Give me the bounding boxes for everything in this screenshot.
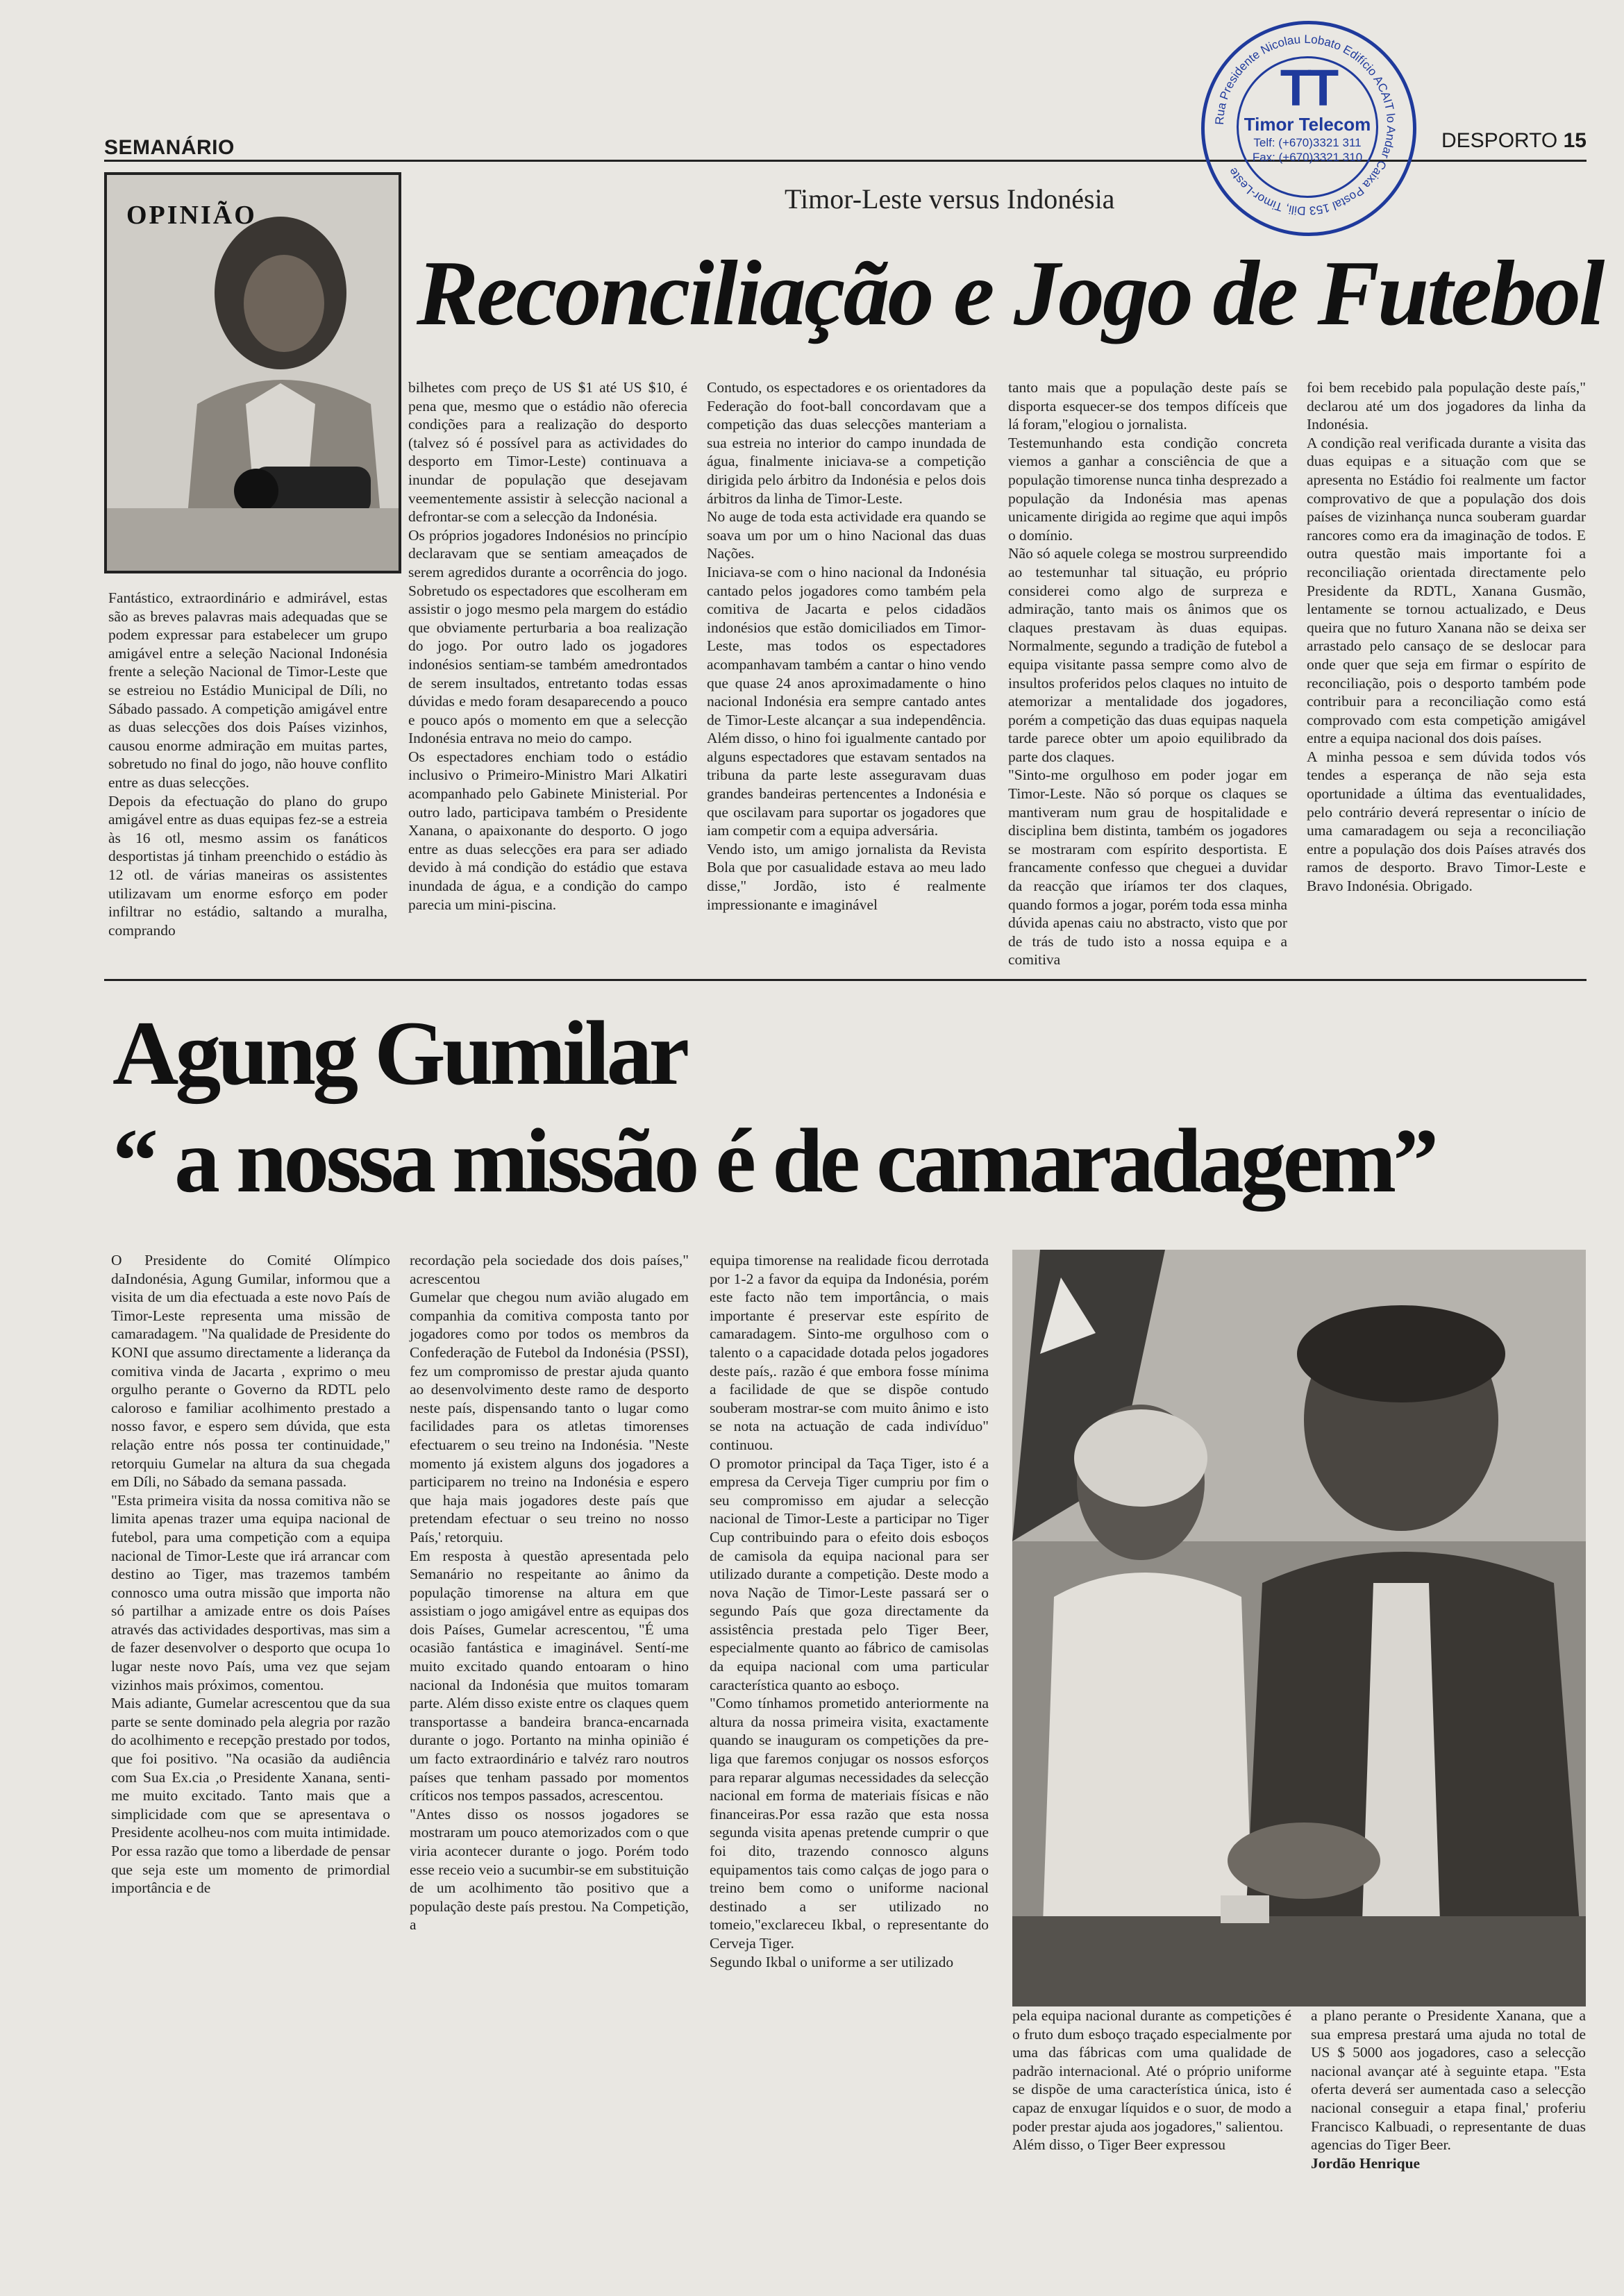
article2-paragraph: equipa timorense na realidade ficou derrotada por 1-2 a favor da equipa da Indonésia, porém este facto não tem importância, o mais importante é preservar este espírito de camaradagem. Sinto-me orgulhoso com o talento o a capacidade dotada pelos jogadores deste país,. razão é que embora fosse mínima a facilidade de que se dispõe contudo souberam mostrar-se com muito ânimo e isto se nota na actuação de cada indivíduo" continuou.	[710, 1252, 989, 1453]
article2-column-2	[410, 1251, 689, 1934]
article2-column-5	[1311, 2006, 1586, 2172]
section-divider	[104, 979, 1587, 981]
opiniao-label: OPINIÃO	[126, 201, 257, 230]
article1-paragraph: Fantástico, extraordinário e admirável, estas são as breves palavras mais adequadas que se podem expressar para estabelecer um grupo amigável entre a seleção Nacional Indonésia frente a seleção Nacional de Timor-Leste que se estreiou no Estádio Municipal de Díli, no Sábado passado. A competição amigável entre as duas selecções dos dois Países vizinhos, causou enorme admiração em muitas partes, sobretudo no final do jogo, não houve conflito entre as duas selecções.	[108, 589, 387, 791]
article2-paragraph: Além disso, o Tiger Beer expressou	[1012, 2136, 1225, 2154]
stamp-brand: Timor Telecom	[1244, 114, 1371, 135]
article1-paragraph: A condição real verificada durante a visita das duas equipas e a situação com que se apresenta no Estádio foi realmente um factor comprovativo de que a população dos dois países de vizinhança nunca souberam guardar rancores como era da imaginação de todos. E outra questão mais importante foi a reconciliação orientada directamente pelo Presidente da RDTL, Xanana Gusmão, lentamente se tornou actualizado, e Deus queira que no futuro Xanana não se deixa ser arrastado pelo cansaço de se deslocar para onde quer que seja em firmar o espírito de reconciliação, pois o desporto também pode contribuir para a reconciliação como está comprovado com esta competição amigável entre a equipa nacional dos dois países.	[1307, 434, 1586, 747]
press-conference-photo	[1012, 1250, 1586, 2006]
article1-kicker: Timor-Leste versus Indonésia	[785, 183, 1115, 215]
article1-column-4	[1008, 378, 1287, 969]
article1-column-1	[108, 589, 387, 939]
article1-paragraph: tanto mais que a população deste país se disporta esquecer-se dos tempos difíceis que lá foram,"elogiou o jornalista.	[1008, 379, 1287, 433]
article1-paragraph: Depois da efectuação do plano do grupo amigável entre as duas equipas fez-se a estreia às 16 otl, mesmo assim os fanáticos desportistas já tinham preenchido o estádio às 12 otl. de várias maneiras os assistentes utilizavam um enorme esforço em poder infiltrar no estádio, saltando a muralha, comprando	[108, 792, 387, 939]
svg-text:Rua Presidente Nicolau Lobato: Rua Presidente Nicolau Lobato Edifício ACAIT lo Andar Caixa Postal 153 Dili, Timor-Leste	[1212, 32, 1398, 218]
article2-paragraph: Gumelar que chegou num avião alugado em companhia da comitiva composta tanto por jogadores como por todos os membros da Confederação de Futebol da Indonésia (PSSI), fez um compromisso de prestar ajuda quanto ao desenvolvimento deste ramo de desporto neste país, dispensando tanto o lugar como facilidades para os atletas timorenses efectuarem o seu treino na Indonésia. "Neste momento já existem alguns dos jogadores a participarem no treino na Indonésia e espero que haja mais jogadores deste país que pretendam efectuar o seu treino no nosso País,' retorquiu.	[410, 1289, 689, 1545]
article1-column-3	[707, 378, 986, 914]
press-conference-image	[1012, 1250, 1586, 2006]
article2-paragraph: O Presidente do Comité Olímpico daIndonésia, Agung Gumilar, informou que a visita de um dia efectuada a este novo País de Timor-Leste representa uma missão de camaradagem. "Na qualidade de Presidente do KONI que assumo directamente a liderança da comitiva vinda de Jacarta , exprimo o meu orgulho perante o Governo da RDTL pelo caloroso e familiar acolhimento prestado a nosso favor, e espero sem dúvida, que esta relação entre nós possa ter continuidade," retorquiu Gumelar na altura da sua chegada em Díli, no Sábado da semana passada.	[111, 1252, 390, 1491]
article1-column-5	[1307, 378, 1586, 896]
article2-paragraph: Mais adiante, Gumelar acrescentou que da sua parte se sente dominado pela alegria por razão do acolhimento e recepção prestado por todos, que foi positivo. "Na ocasião da audiência com Sua Ex.cia ,o Presidente Xanana, senti-me muito excitado. Tanto mais que a simplicidade com que se apresentava o Presidente acolheu-nos com muita intimidade. Por essa razão que tomo a liberdade de pensar que seja este um momento de primordial importância e de	[111, 1695, 390, 1897]
article1-headline: Reconciliação e Jogo de Futebol	[417, 242, 1603, 344]
article2-paragraph: pela equipa nacional durante as competições é o fruto dum esboço traçado especialmente por uma das fábricas com uma qualidade de padrão internacional. Até o próprio uniforme se dispõe de uma característica única, isto é capaz de enxugar líquidos e o suor, de modo a poder prestar ajuda aos jogadores," salientou.	[1012, 2007, 1291, 2135]
article2-paragraph: "Esta primeira visita da nossa comitiva não se limita apenas trazer uma equipa nacional de futebol, para uma competição com a equipa nacional de Timor-Leste que irá arrancar com destino ao Tiger, mas trazemos também connosco uma outra missão que importa não só partilhar a amizade entre os dois Países através das actividades desportivas, mas sim a de fazer desenvolver o desporto que ocupa 1o lugar neste novo País, uma vez que sejam vizinhos mais próximos, comentou.	[111, 1491, 390, 1693]
timor-telecom-stamp	[1201, 21, 1416, 236]
section-name: DESPORTO	[1441, 129, 1558, 152]
article1-paragraph: Os próprios jogadores Indonésios no princípio declaravam que se sentiam ameaçados de serem agredidos durante a ocorrência do jogo. Sobretudo os espectadores que escolheram em assistir o jogo mesmo pela margem do estádio que obviamente perturbaria a boa realização do jogo. Por outro lado os jogadores indonésios sentiam-se também amedrontados de serem insultados, entretanto todas essas dúvidas e medo foram desaparecendo a pouco e pouco após o momento em que a selecção Indonésia entrava no meio do campo.	[408, 526, 687, 747]
article1-paragraph: "Sinto-me orgulhoso em poder jogar em Timor-Leste. Não só porque os claques se mantiveram num grau de hospitalidade e disciplina bem distinta, também os jogadores se mostraram com espírito desportista. E francamente confesso que cheguei a duvidar da reacção que iríamos ter dos claques, quando formos a jogar, porém toda essa minha dúvida apenas caiu no abstracto, visto que por de trás de tudo isto a nossa equipa e a comitiva	[1008, 766, 1287, 969]
article1-paragraph: No auge de toda esta actividade era quando se soava um por um o hino Nacional das duas Nações.	[707, 508, 986, 562]
article1-paragraph: A minha pessoa e sem dúvida todos vós tendes a esperança de não seja esta oportunidade a última das eventualidades, pelo contrário deverá representar o início de uma camaradagem ou seja a reconciliação entre a população dos dois Países através dos ramos de desporto. Bravo Timor-Leste e Bravo Indonésia. Obrigado.	[1307, 748, 1586, 895]
publication-name: SEMANÁRIO	[104, 136, 235, 159]
section-label	[1441, 129, 1587, 153]
article2-column-3	[710, 1251, 989, 1971]
stamp-inner	[1237, 56, 1378, 198]
article1-paragraph: Contudo, os espectadores e os orientadores da Federação do foot-ball concordavam que a competição das duas selecções manteriam a sua estreia no interior do campo inundada de água, finalmente iniciava-se a competição dirigida pelo árbitro da Indonésia e pelos dois árbitros da linha de Timor-Leste.	[707, 379, 986, 507]
article1-paragraph: Os espectadores enchiam todo o estádio inclusivo o Primeiro-Ministro Mari Alkatiri acompanhado pelo Gabinete Ministerial. Por outro lado, participava também o Presidente Xanana, o apaixonante do desporto. O jogo entre as duas selecções era para ser adiado devido à má condição do estádio que estava inundada de água, e a condição do campo parecia um mini-piscina.	[408, 748, 687, 913]
article2-paragraph: a plano perante o Presidente Xanana, que a sua empresa prestará uma ajuda no total de US $ 5000 aos jogadores, caso a selecção nacional avançar até à seguinte etapa. "Esta oferta deverá ser aumentada caso a selecção nacional conseguir a etapa final,' proferiu Francisco Kalbuadi, o representante de duas agencias do Tiger Beer.	[1311, 2007, 1586, 2154]
article2-column-4	[1012, 2006, 1291, 2154]
article1-paragraph: bilhetes com preço de US $1 até US $10, é pena que, mesmo que o estádio não oferecia condições para a realização do desporto (talvez só é possível para as actividades do desporto em Timor-Leste) continuava a inundar de população que desejavam veementemente assistir à selecção nacional a defrontar-se com a selecção da Indonésia.	[408, 379, 687, 526]
article1-paragraph: Iniciava-se com o hino nacional da Indonésia cantado pelos jogadores como também pela comitiva de Jacarta e pelos cidadãos indonésios que estão domiciliados em Timor-Leste, mas todos os espectadores acompanhavam também a cantar o hino vendo que quase 24 anos aproximadamente o hino nacional Indonésia era sempre cantado antes de Timor-Leste alcançar a sua independência. Além disso, o hino foi igualmente cantado por alguns espectadores que estavam sentados na tribuna da parte leste asseguravam duas grandes bandeiras pertencentes a Indonésia e que oscilavam para suportar os jogadores que iam competir com a equipa adversária.	[707, 563, 986, 839]
article2-paragraph: O promotor principal da Taça Tiger, isto é a empresa da Cerveja Tiger cumpriu por fim o seu compromisso em ajudar a selecção nacional de Timor-Leste a participar no Tiger Cup contribuindo para o efeito dois esboços de camisola da equipa nacional para ser utilizado durante a competição. Deste modo a nova Nação de Timor-Leste passará ser o segundo País que goza directamente da assistência prestada pelo Tiger Beer, especialmente quanto ao fábrico de camisolas da equipa nacional com uma particular característica quanto ao esboço.	[710, 1455, 989, 1693]
article1-paragraph: Vendo isto, um amigo jornalista da Revista Bola que por casualidade estava ao meu lado disse," Jordão, isto é realmente impressionante e imaginável	[707, 840, 986, 913]
article2-paragraph: Em resposta à questão apresentada pelo Semanário no respeitante ao ânimo da população timorense na altura em que assistiam o jogo amigável entre as equipas dos dois Países, Gumelar acrescentou, "É uma ocasião fantástica e imaginável. Sentí-me muito excitado quando entoaram o hino nacional da Indonésia que muitos tomaram parte. Além disso existe entre os claques quem transportasse a bandeira branca-encarnada durante o jogo. Portanto na minha opinião é um facto extraordinário e talvéz raro noutros países que tenham passado por momentos críticos nos tempos passados, acrescentou.	[410, 1547, 689, 1804]
article2-paragraph: "Antes disso os nossos jogadores se mostraram um pouco atemorizados com o que viria acontecer durante o jogo. Porém todo esse receio veio a sucumbir-se em substituição de um acolhimento tão positivo que a população deste país prestou. Na Competição, a	[410, 1805, 689, 1934]
stamp-phone: Telf: (+670)3321 311	[1253, 136, 1362, 149]
article2-paragraph: recordação pela sociedade dos dois países," acrescentou	[410, 1252, 689, 1287]
article2-paragraph: Segundo Ikbal o uniforme a ser utilizado	[710, 1953, 954, 1970]
opiniao-photo-box	[104, 172, 401, 573]
article1-paragraph: Não só aquele colega se mostrou surpreendido ao testemunhar tal situação, eu próprio considerei como algo de surpreza e admiração, tanto mais os ânimos que os claques prestavam às duas equipas. Normalmente, segundo a tradição de futebol a equipa visitante passa sempre como alvo de insultos proferidos pelos claques no intuito de atemorizar a mentalidade dos jogadores, porém a competição das duas equipas naquela tarde parece obter um apoio equilibrado da parte dos claques.	[1008, 545, 1287, 765]
page-number: 15	[1563, 129, 1587, 152]
stamp-fax: Fax: (+670)3321 310	[1252, 151, 1363, 164]
timor-telecom-logo: TT	[1280, 59, 1335, 117]
article1-paragraph: foi bem recebido pala população deste país," declarou até um dos jogadores da linha da Indonésia.	[1307, 379, 1586, 433]
article2-column-1	[111, 1251, 390, 1897]
article2-headline-quote: “ a nossa missão é de camaradagem”	[112, 1109, 1436, 1212]
article1-paragraph: Testemunhando esta condição concreta viemos a ganhar a consciência de que a população timorense nunca tinha desprezado a população da Indonésia mas apenas unicamente dirigida ao regime que aqui impôs o domínio.	[1008, 434, 1287, 544]
article2-headline-name: Agung Gumilar	[112, 1002, 687, 1104]
columnist-photo	[107, 175, 399, 571]
article1-column-2	[408, 378, 687, 914]
article2-paragraph: "Como tínhamos prometido anteriormente na altura da nossa primeira visita, exactamente quando se inauguram os competições da pre-liga que faremos conjugar os nossos esforços para reparar algumas necessidades da selecção nacional em forma de materiais físicas e não financeiras.Por essa razão que esta nossa segunda visita apenas pretende cumprir o que foi dito, trazendo connosco alguns equipamentos tais como calças de jogo para o treino bem como o uniforme nacional destinado a ser utilizado no tomeio,"exclareceu Ikbal, o representante do Cerveja Tiger.	[710, 1695, 989, 1952]
article2-byline: Jordão Henrique	[1311, 2154, 1421, 2172]
